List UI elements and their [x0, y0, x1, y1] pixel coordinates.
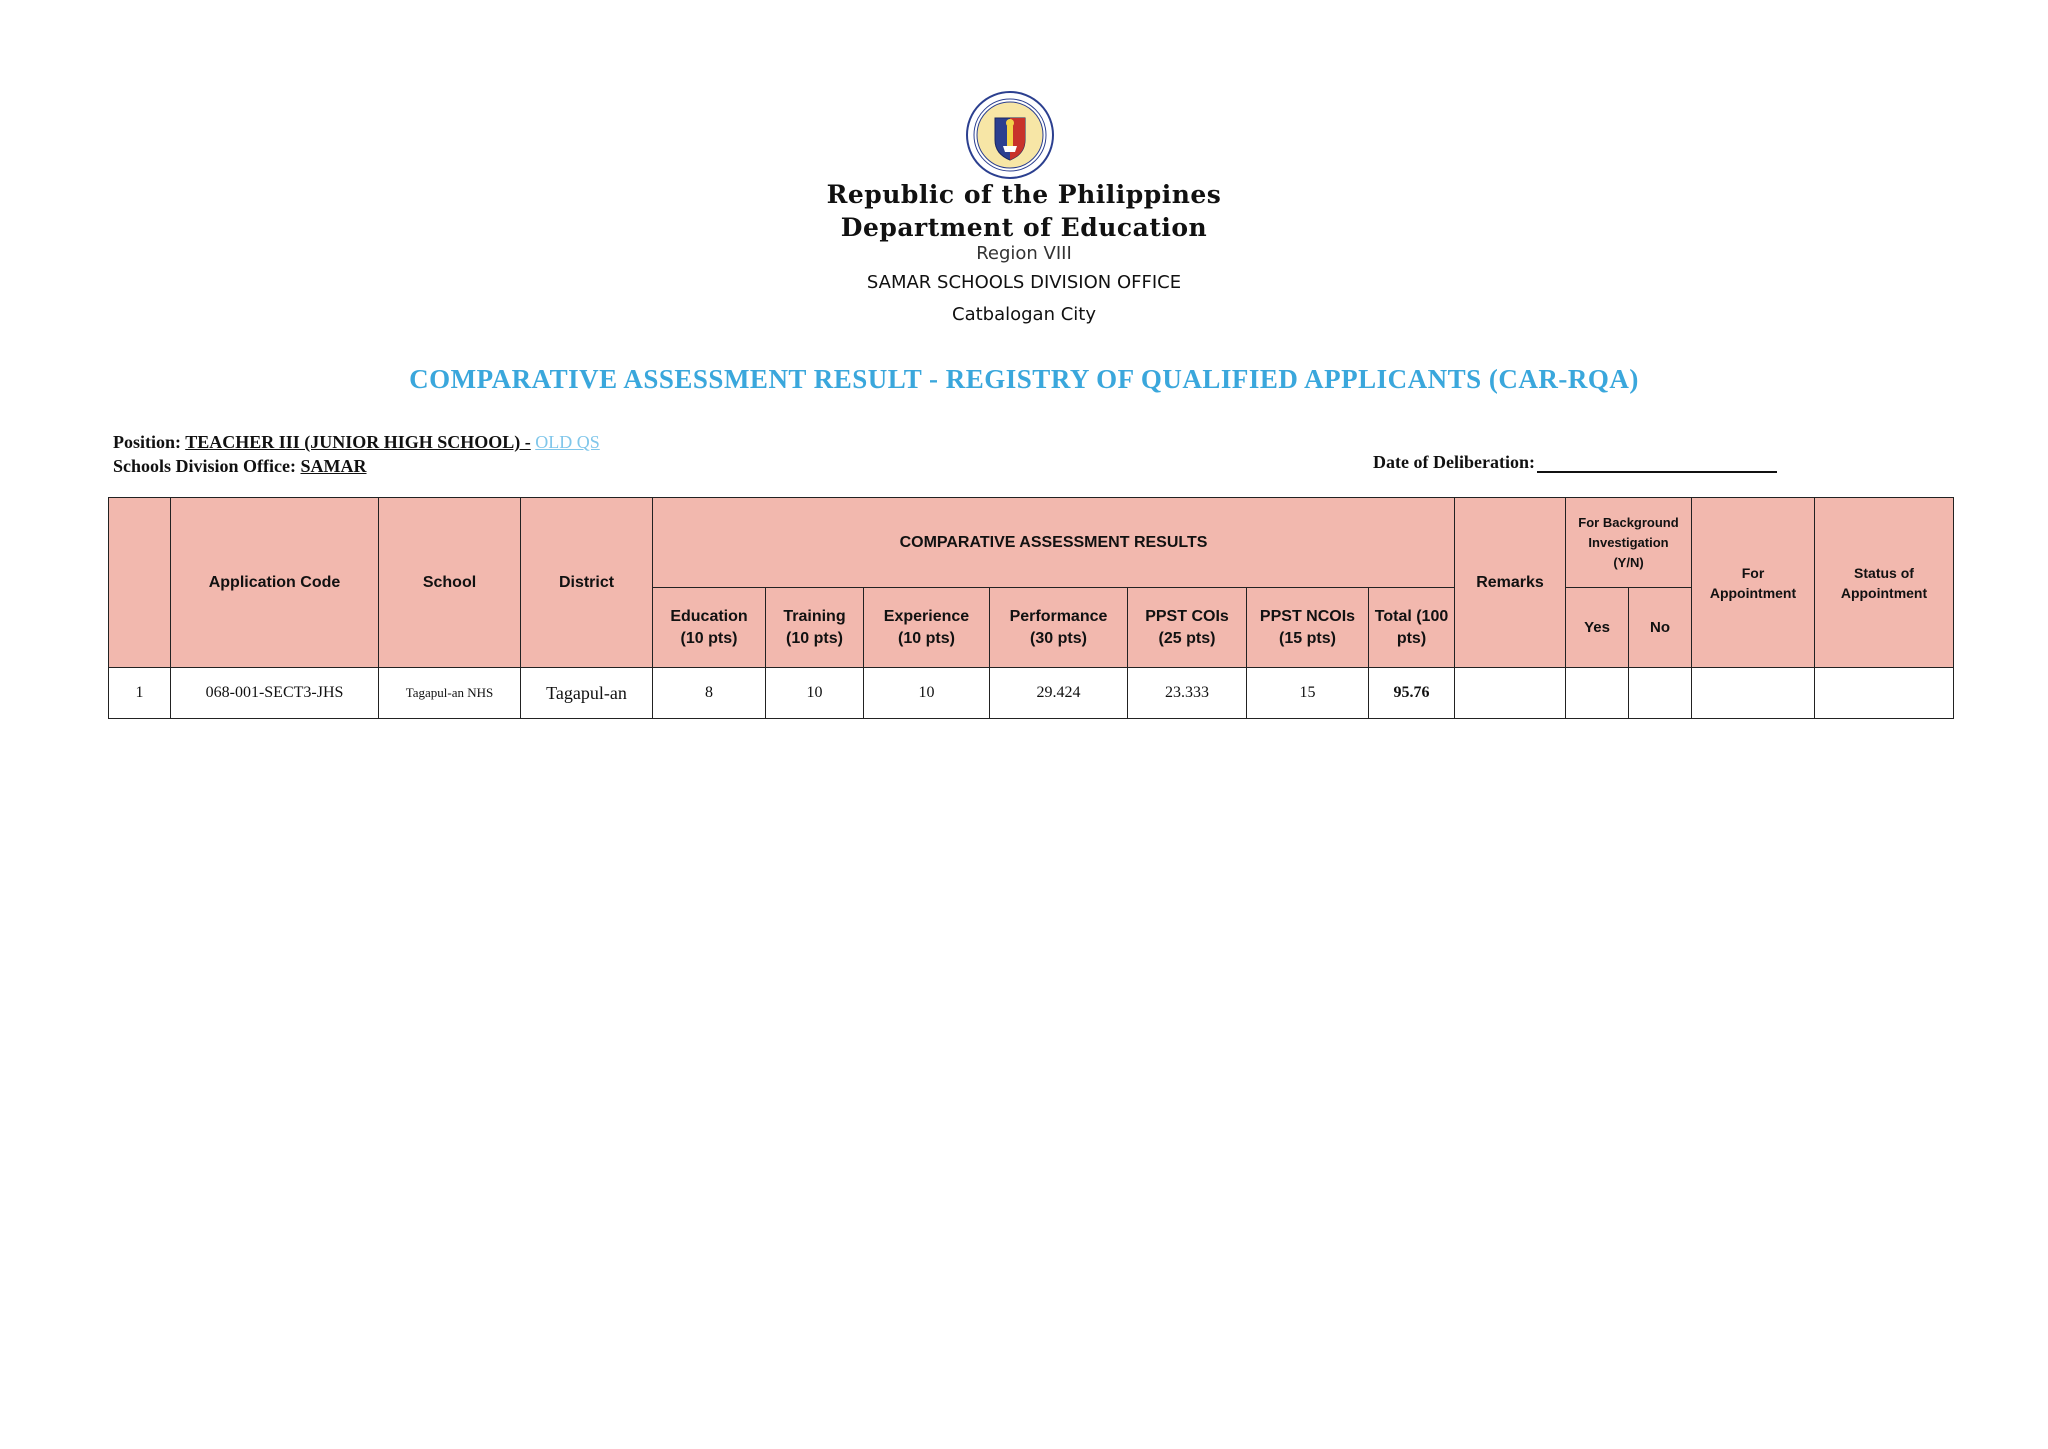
training-line-1: Training	[783, 607, 846, 625]
header-yes: Yes	[1566, 588, 1629, 668]
position-line	[113, 432, 600, 453]
ppst-ncois-line-2: (15 pts)	[1279, 629, 1336, 647]
header-number	[109, 498, 171, 668]
table-row	[109, 668, 1954, 719]
header-district: District	[521, 498, 653, 668]
training-line-2: (10 pts)	[786, 629, 843, 647]
cell-bi-yes	[1566, 668, 1629, 719]
performance-line-1: Performance	[1009, 607, 1108, 625]
cell-bi-no	[1629, 668, 1692, 719]
appointment-line-2: Appointment	[1709, 584, 1797, 601]
deliberation-label: Date of Deliberation:	[1373, 452, 1535, 472]
header-school: School	[379, 498, 521, 668]
cell-education: 8	[653, 668, 766, 719]
cell-school: Tagapul-an NHS	[379, 668, 521, 719]
header-experience	[864, 588, 990, 668]
education-line-1: Education	[670, 607, 748, 625]
cell-district: Tagapul-an	[521, 668, 653, 719]
document-title: COMPARATIVE ASSESSMENT RESULT - REGISTRY OF QUALIFIED APPLICANTS (CAR-RQA)	[409, 364, 1639, 394]
cell-experience: 10	[864, 668, 990, 719]
header-no: No	[1629, 588, 1692, 668]
header-remarks: Remarks	[1455, 498, 1566, 668]
status-line-2: Appointment	[1840, 584, 1928, 601]
deped-seal-icon	[965, 90, 1055, 180]
ppst-cois-line-1: PPST COIs	[1145, 607, 1229, 625]
cell-ppst-cois: 23.333	[1128, 668, 1247, 719]
performance-line-2: (30 pts)	[1030, 629, 1087, 647]
header-education	[653, 588, 766, 668]
cell-total: 95.76	[1369, 668, 1455, 719]
position-value: TEACHER III (JUNIOR HIGH SCHOOL) -	[185, 432, 531, 452]
bi-line-3: (Y/N)	[1613, 554, 1644, 570]
cell-status-of-appointment	[1815, 668, 1954, 719]
position-suffix: OLD QS	[535, 432, 600, 452]
position-label: Position:	[113, 432, 182, 452]
sdo-value: SAMAR	[300, 456, 367, 476]
appointment-line-1: For	[1741, 564, 1765, 581]
car-rqa-table	[108, 497, 1954, 719]
header-department: Department of Education	[840, 213, 1208, 242]
header-for-appointment	[1692, 498, 1815, 668]
cell-number: 1	[109, 668, 171, 719]
header-ppst-ncois	[1247, 588, 1369, 668]
header-training	[766, 588, 864, 668]
total-line-1: Total (100	[1374, 607, 1449, 625]
header-city: Catbalogan City	[952, 304, 1096, 325]
ppst-cois-line-2: (25 pts)	[1158, 629, 1216, 647]
status-line-1: Status of	[1854, 564, 1914, 581]
deliberation-blank	[1537, 453, 1777, 473]
cell-training: 10	[766, 668, 864, 719]
experience-line-1: Experience	[883, 607, 970, 625]
bi-line-2: Investigation	[1588, 534, 1669, 550]
experience-line-2: (10 pts)	[898, 629, 955, 647]
cell-application-code: 068-001-SECT3-JHS	[171, 668, 379, 719]
header-performance	[990, 588, 1128, 668]
header-total	[1369, 588, 1455, 668]
education-line-2: (10 pts)	[680, 629, 738, 647]
cell-ppst-ncois: 15	[1247, 668, 1369, 719]
header-region: Region VIII	[976, 243, 1072, 264]
header-car-group: COMPARATIVE ASSESSMENT RESULTS	[653, 498, 1455, 588]
sdo-label: Schools Division Office:	[113, 456, 296, 476]
ppst-ncois-line-1: PPST NCOIs	[1259, 607, 1356, 625]
cell-performance: 29.424	[990, 668, 1128, 719]
cell-for-appointment	[1692, 668, 1815, 719]
header-status-of-appointment	[1815, 498, 1954, 668]
total-line-2: pts)	[1396, 629, 1427, 647]
header-office: SAMAR SCHOOLS DIVISION OFFICE	[866, 272, 1182, 293]
header-row-1	[109, 498, 1954, 588]
header-ppst-cois	[1128, 588, 1247, 668]
header-application-code: Application Code	[171, 498, 379, 668]
sdo-line	[113, 456, 367, 477]
cell-remarks	[1455, 668, 1566, 719]
bi-line-1: For Background	[1578, 514, 1679, 530]
header-background-investigation	[1566, 498, 1692, 588]
header-republic: Republic of the Philippines	[826, 180, 1222, 209]
deliberation-line	[1373, 452, 1777, 473]
